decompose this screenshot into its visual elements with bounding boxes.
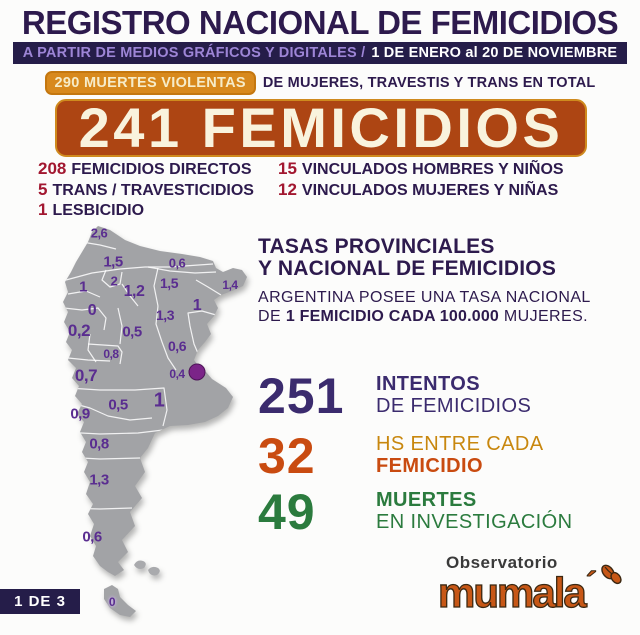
- stat-labels: [376, 432, 543, 480]
- logo-mumala-text: [438, 566, 628, 616]
- stat-label-line2: FEMICIDIO: [376, 454, 483, 477]
- breakdown-item: [38, 180, 254, 201]
- province-rate-label: 1,5: [160, 275, 178, 291]
- province-rate-label: 0,9: [70, 405, 90, 423]
- malvinas-islands-shape: [134, 561, 160, 576]
- stat-label-line2: EN INVESTIGACIÓN: [376, 510, 573, 533]
- logo-mumala-word: mumala: [438, 569, 585, 616]
- violent-deaths-suffix: DE MUJERES, TRAVESTIS Y TRANS EN TOTAL: [262, 74, 596, 91]
- breakdown-label: TRANS / TRAVESTICIDIOS: [52, 181, 254, 199]
- argentina-map: [30, 218, 260, 635]
- rates-body-suffix: MUJERES.: [499, 308, 588, 325]
- breakdown-label: FEMICIDIOS DIRECTOS: [71, 161, 252, 178]
- province-rate-label: 0,2: [67, 321, 91, 340]
- rates-heading-line1: TASAS PROVINCIALES: [258, 235, 495, 258]
- province-rate-label: 2,6: [90, 225, 108, 241]
- breakdown-label: VINCULADOS MUJERES Y NIÑAS: [301, 181, 559, 199]
- violent-deaths-badge: 290 MUERTES VIOLENTAS: [45, 71, 256, 95]
- page-title: REGISTRO NACIONAL DE FEMICIDIOS: [21, 4, 619, 41]
- stat-labels: [376, 372, 531, 420]
- province-rate-label: 1,2: [123, 283, 145, 300]
- rates-body: [258, 288, 628, 326]
- rates-body-bold: 1 FEMICIDIO CADA 100.000: [285, 308, 500, 325]
- rates-heading: [258, 236, 628, 279]
- breakdown-left-column: [38, 159, 254, 221]
- province-rate-label: 1: [79, 278, 87, 296]
- province-rate-label: 0,6: [168, 338, 186, 354]
- subtitle-bar: [13, 42, 627, 64]
- province-rate-label: 0,8: [103, 347, 119, 361]
- page-indicator: 1 DE 3: [0, 589, 80, 614]
- province-rate-label: 0,4: [169, 367, 185, 381]
- province-rate-label: 1,4: [222, 278, 238, 292]
- stat-horas-entre-femicidios: [258, 428, 544, 484]
- breakdown-value: 15: [278, 159, 297, 178]
- stat-value: 32: [258, 428, 316, 484]
- province-rate-label: 0,7: [74, 366, 98, 385]
- province-rate-label: 0,5: [108, 396, 128, 414]
- stat-value: 251: [258, 368, 345, 424]
- stat-value: 49: [258, 484, 316, 540]
- province-rate-label: 0,8: [89, 435, 109, 453]
- breakdown-value: 5: [38, 179, 48, 199]
- breakdown-item: [278, 159, 564, 180]
- violent-deaths-row: [0, 69, 640, 96]
- rates-body-line1: ARGENTINA POSEE UNA TASA NACIONAL: [258, 289, 591, 306]
- stat-label-line1: HS ENTRE CADA: [376, 433, 544, 455]
- breakdown-value: 208: [38, 159, 67, 178]
- province-rate-label: 1,5: [103, 253, 123, 271]
- stat-label-line1: INTENTOS: [376, 373, 480, 395]
- breakdown-value: 1: [38, 200, 48, 219]
- province-rate-label: 2: [110, 273, 118, 289]
- breakdown-value: 12: [278, 179, 297, 199]
- stat-intentos: [258, 368, 532, 424]
- rates-body-prefix: DE: [258, 308, 286, 325]
- stat-labels: [376, 488, 572, 536]
- logo-observatorio-text: Observatorio: [446, 553, 558, 572]
- province-rate-label: 1: [153, 389, 165, 412]
- subtitle-source: A PARTIR DE MEDIOS GRÁFICOS Y DIGITALES /: [22, 45, 366, 61]
- province-rate-label: 0: [108, 595, 116, 609]
- stat-label-line2: DE FEMICIDIOS: [376, 394, 532, 417]
- rates-heading-line2: Y NACIONAL DE FEMICIDIOS: [258, 256, 557, 280]
- stat-muertes-investigacion: [258, 484, 573, 540]
- province-rate-label: 0,6: [82, 528, 102, 546]
- breakdown-item: [278, 180, 564, 201]
- province-rate-label: 1,3: [156, 307, 174, 323]
- province-rate-label: 1,3: [89, 471, 109, 489]
- breakdown-item: [38, 159, 254, 180]
- province-rate-label: 0,5: [122, 323, 142, 341]
- stat-label-line1: MUERTES: [376, 489, 477, 511]
- butterfly-icon: [598, 561, 626, 589]
- breakdown-right-column: [278, 159, 564, 200]
- breakdown-label: LESBICIDIO: [52, 202, 145, 219]
- caba-dot: [189, 364, 205, 380]
- rates-body-line2: [258, 307, 628, 326]
- femicides-total-banner: 241 FEMICIDIOS: [55, 99, 587, 157]
- province-rate-label: 1: [192, 297, 202, 314]
- province-rate-label: 0,6: [168, 255, 186, 271]
- logo-accent-mark: ´: [585, 566, 596, 604]
- province-rate-label: 0: [87, 302, 97, 319]
- mumala-logo: [438, 553, 628, 616]
- breakdown-label: VINCULADOS HOMBRES Y NIÑOS: [301, 161, 564, 178]
- subtitle-period: 1 DE ENERO al 20 DE NOVIEMBRE: [371, 45, 618, 61]
